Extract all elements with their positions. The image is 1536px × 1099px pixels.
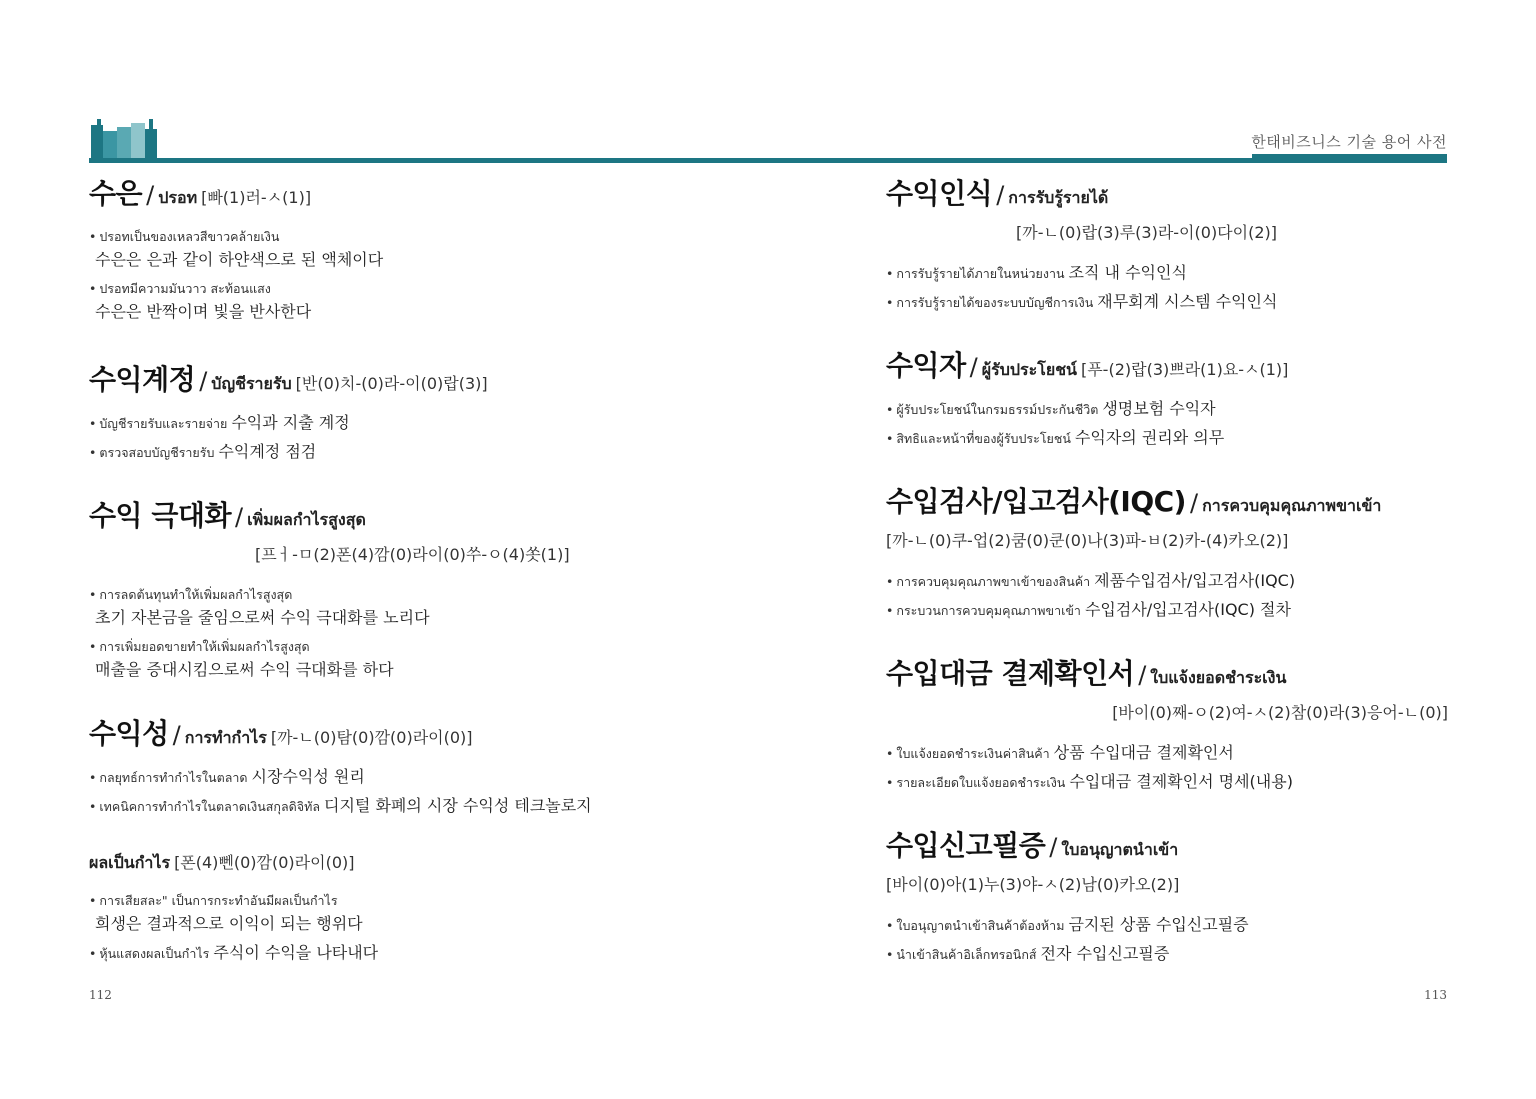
example-thai: การรับรู้รายได้ภายในหน่วยงาน	[896, 266, 1065, 281]
entry-thai: บัญชีรายรับ	[211, 374, 292, 393]
entry-keyword: 수익인식	[886, 177, 993, 210]
example-line: • การควบคุมคุณภาพขาเข้าของสินค้า 제품수입검사/입고검사(IQC)	[886, 571, 1296, 590]
book-logo-bars-icon	[89, 117, 159, 163]
entry-keyword: 수익계정	[89, 363, 196, 396]
example-line: • สิทธิและหน้าที่ของผู้รับประโยชน์ 수익자의 권리와 의무	[886, 428, 1225, 447]
sub-entry-head	[89, 848, 689, 878]
example-thai: บัญชีรายรับและรายจ่าย	[99, 416, 228, 431]
example-line: • เทคนิคการทำกำไรในตลาดเงินสกุลดิจิทัล 디지털 화폐의 시장 수익성 테크놀로지	[89, 796, 592, 815]
example-line: • กระบวนการควบคุมคุณภาพขาเข้า 수입검사/입고검사(IQC) 절차	[886, 600, 1291, 619]
example-line: • นำเข้าสินค้าอิเล็กทรอนิกส์ 전자 수입신고필증	[886, 944, 1170, 963]
example-thai: ผู้รับประโยชน์ในกรมธรรม์ประกันชีวิต	[896, 402, 1099, 417]
book-title: 한태비즈니스 기술 용어 사전	[1251, 133, 1447, 151]
entry-suip-daegeum: 수입대금 결제확인서 / ใบแจ้งยอดชำระเงิน [바이(0)째-ㅇ(2)여-ㅅ(2)참(0)라(3)응어-ㄴ(0)] • ใบแจ้งยอดชำระเงินค่าสินค้า 상품 수입대금 결제확인서 • รายละเอียดใบแจ้งยอดชำระเงิน 수입대금 결제확인서 명세(내용)	[886, 652, 1448, 794]
example-korean: 희생은 결과적으로 이익이 되는 행위다	[95, 914, 363, 933]
example-thai: หุ้นแสดงผลเป็นกำไร	[99, 946, 210, 961]
example-korean: 수익계정 점검	[218, 442, 317, 461]
example-thai: • ปรอทเป็นของเหลวสีขาวคล้ายเงิน	[89, 229, 280, 244]
page-number-left: 112	[89, 988, 112, 1002]
example-thai: นำเข้าสินค้าอิเล็กทรอนิกส์	[896, 947, 1037, 962]
entry-pronunciation: [빠(1)러-ㅅ(1)]	[201, 188, 312, 207]
example-thai: ใบแจ้งยอดชำระเงินค่าสินค้า	[896, 746, 1050, 761]
example-thai: เทคนิคการทำกำไรในตลาดเงินสกุลดิจิทัล	[99, 799, 320, 814]
entry-thai: การรับรู้รายได้	[1008, 188, 1109, 207]
entry-thai: ปรอท	[158, 188, 198, 207]
example-korean: 수은은 반짝이며 빛을 반사한다	[95, 302, 312, 321]
entry-suik-gyejeong: 수익계정 / บัญชีรายรับ [반(0)치-(0)라-이(0)랍(3)] • บัญชีรายรับและรายจ่าย 수익과 지출 계정 • ตรวจสอบบัญชีรายรับ 수익계정 점검	[89, 358, 689, 464]
example-thai: การควบคุมคุณภาพขาเข้าของสินค้า	[896, 574, 1091, 589]
entry-thai: ผู้รับประโยชน์	[981, 360, 1077, 379]
entry-thai: ใบอนุญาตนำเข้า	[1061, 840, 1179, 859]
page-number-right: 113	[1424, 988, 1447, 1002]
example-thai: กลยุทธ์การทำกำไรในตลาด	[99, 770, 248, 785]
entry-suikseong: 수익성 / การทำกำไร [까-ㄴ(0)탐(0)깜(0)라이(0)] • กลยุทธ์การทำกำไรในตลาด 시장수익성 원리 • เทคนิคการทำกำไรในตลาดเงินสกุลดิจิทัล 디지털 화폐의 시장 수익성 테크놀로지 ผลเป็นกำไร [폰(4)뻰(0)깜(0)라이(0)] • การเสียสละ" เป็นการกระทำอันมีผลเป็นกำไร 희생은 결과적으로 이익이 되는 행위다 • หุ้นแสดงผลเป็นกำไร 주식이 수익을 나타내다	[89, 712, 689, 965]
example-line: • รายละเอียดใบแจ้งยอดชำระเงิน 수입대금 결제확인서 명세(내용)	[886, 772, 1293, 791]
entry-suip-singo: 수입신고필증 / ใบอนุญาตนำเข้า [바이(0)아(1)누(3)야-ㅅ(2)남(0)카오(2)] • ใบอนุญาตนำเข้าสินค้าต้องห้าม 금지된 상품 수입신고필증 • นำเข้าสินค้าอิเล็กทรอนิกส์ 전자 수입신고필증	[886, 824, 1448, 966]
entry-thai: เพิ่มผลกำไรสูงสุด	[247, 510, 366, 529]
example-korean: 조직 내 수익인식	[1068, 263, 1187, 282]
entry-pronunciation: [반(0)치-(0)라-이(0)랍(3)]	[295, 374, 488, 393]
sub-entry-pronunciation: [폰(4)뻰(0)깜(0)라이(0)]	[174, 853, 355, 872]
example-korean: 상품 수입대금 결제확인서	[1053, 743, 1234, 762]
example-thai: การรับรู้รายได้ของระบบบัญชีการเงิน	[896, 295, 1094, 310]
entry-suik-geukdaehwa: 수익 극대화 / เพิ่มผลกำไรสูงสุด [프ㅓ-ㅁ(2)폰(4)깜(0)라이(0)쑤-ㅇ(4)쏫(1)] • การลดต้นทุนทำให้เพิ่มผลกำไรสูงสุด 초기 자본금을 줄임으로써 수익 극대화를 노리다 • การเพิ่มยอดขายทำให้เพิ่มผลกำไรสูงสุด 매출을 증대시킴으로써 수익 극대화를 하다	[89, 494, 689, 682]
example-korean: 초기 자본금을 줄임으로써 수익 극대화를 노리다	[95, 608, 430, 627]
example-korean: 시장수익성 원리	[251, 767, 365, 786]
entry-pronunciation: [프ㅓ-ㅁ(2)폰(4)깜(0)라이(0)쑤-ㅇ(4)쏫(1)]	[255, 545, 570, 564]
example-line: • หุ้นแสดงผลเป็นกำไร 주식이 수익을 나타내다	[89, 943, 379, 962]
example-line: • กลยุทธ์การทำกำไรในตลาด 시장수익성 원리	[89, 767, 365, 786]
entry-sueun: 수은 / ปรอท [빠(1)러-ㅅ(1)] • ปรอทเป็นของเหลวสีขาวคล้ายเงิน 수은은 은과 같이 하얀색으로 된 액체이다 • ปรอทมีความมันวาว สะท้อนแสง 수은은 반짝이며 빛을 반사한다	[89, 172, 689, 324]
entry-keyword: 수입검사/입고검사(IQC)	[886, 485, 1186, 518]
entry-keyword: 수은	[89, 177, 143, 210]
example-korean: 전자 수입신고필증	[1040, 944, 1170, 963]
entry-pronunciation: [바이(0)째-ㅇ(2)여-ㅅ(2)참(0)라(3)응어-ㄴ(0)]	[1112, 703, 1448, 722]
entry-pronunciation: [까-ㄴ(0)랍(3)루(3)라-이(0)다이(2)]	[1016, 223, 1277, 242]
header-rule	[89, 158, 1447, 163]
entry-suik-insik: 수익인식 / การรับรู้รายได้ [까-ㄴ(0)랍(3)루(3)라-이(0)다이(2)] • การรับรู้รายได้ภายในหน่วยงาน 조직 내 수익인식 • การรับรู้รายได้ของระบบบัญชีการเงิน 재무회계 시스템 수익인식	[886, 172, 1448, 314]
entry-thai: การทำกำไร	[184, 728, 267, 747]
entry-suip-geomsa: 수입검사/입고검사(IQC) / การควบคุมคุณภาพขาเข้า [까-ㄴ(0)쿠-업(2)쿰(0)쿤(0)나(3)파-ㅂ(2)카-(4)카오(2)] • การควบคุมคุณภาพขาเข้าของสินค้า 제품수입검사/입고검사(IQC) • กระบวนการควบคุมคุณภาพขาเข้า 수입검사/입고검사(IQC) 절차	[886, 480, 1448, 622]
sub-entry-thai: ผลเป็นกำไร	[89, 853, 171, 872]
example-thai: สิทธิและหน้าที่ของผู้รับประโยชน์	[896, 431, 1071, 446]
entry-keyword: 수입대금 결제확인서	[886, 657, 1135, 690]
entry-keyword: 수익자	[886, 349, 966, 382]
example-korean: 주식이 수익을 나타내다	[213, 943, 379, 962]
example-thai: • การเสียสละ" เป็นการกระทำอันมีผลเป็นกำไร	[89, 893, 338, 908]
example-korean: 수은은 은과 같이 하얀색으로 된 액체이다	[95, 250, 384, 269]
example-korean: 금지된 상품 수입신고필증	[1068, 915, 1249, 934]
example-korean: 디지털 화폐의 시장 수익성 테크놀로지	[324, 796, 592, 815]
example-line: • ตรวจสอบบัญชีรายรับ 수익계정 점검	[89, 442, 317, 461]
entry-pronunciation: [푸-(2)랍(3)쁘라(1)요-ㅅ(1)]	[1080, 360, 1289, 379]
example-thai: • การเพิ่มยอดขายทำให้เพิ่มผลกำไรสูงสุด	[89, 639, 310, 654]
entry-thai: ใบแจ้งยอดชำระเงิน	[1150, 668, 1287, 687]
example-korean: 재무회계 시스템 수익인식	[1097, 292, 1278, 311]
example-line: • ใบแจ้งยอดชำระเงินค่าสินค้า 상품 수입대금 결제확인서	[886, 743, 1234, 762]
entry-pronunciation: [바이(0)아(1)누(3)야-ㅅ(2)남(0)카오(2)]	[886, 875, 1180, 894]
example-korean: 수입검사/입고검사(IQC) 절차	[1084, 600, 1291, 619]
example-line: • การรับรู้รายได้ของระบบบัญชีการเงิน 재무회계 시스템 수익인식	[886, 292, 1278, 311]
example-korean: 제품수입검사/입고검사(IQC)	[1094, 571, 1296, 590]
example-korean: 수익자의 권리와 의무	[1074, 428, 1225, 447]
example-korean: 수입대금 결제확인서 명세(내용)	[1069, 772, 1293, 791]
entry-keyword: 수입신고필증	[886, 829, 1046, 862]
example-thai: ตรวจสอบบัญชีรายรับ	[99, 445, 215, 460]
example-line: • บัญชีรายรับและรายจ่าย 수익과 지출 계정	[89, 413, 350, 432]
example-thai: • การลดต้นทุนทำให้เพิ่มผลกำไรสูงสุด	[89, 587, 293, 602]
example-korean: 생명보험 수익자	[1102, 399, 1216, 418]
example-line: • ใบอนุญาตนำเข้าสินค้าต้องห้าม 금지된 상품 수입신고필증	[886, 915, 1249, 934]
example-thai: กระบวนการควบคุมคุณภาพขาเข้า	[896, 603, 1081, 618]
entry-suikja: 수익자 / ผู้รับประโยชน์ [푸-(2)랍(3)쁘라(1)요-ㅅ(1)] • ผู้รับประโยชน์ในกรมธรรม์ประกันชีวิต 생명보험 수익자 • สิทธิและหน้าที่ของผู้รับประโยชน์ 수익자의 권리와 의무	[886, 344, 1448, 450]
entry-pronunciation: [까-ㄴ(0)탐(0)깜(0)라이(0)]	[270, 728, 473, 747]
example-thai: รายละเอียดใบแจ้งยอดชำระเงิน	[896, 775, 1066, 790]
example-korean: 매출을 증대시킴으로써 수익 극대화를 하다	[95, 660, 394, 679]
entry-thai: การควบคุมคุณภาพขาเข้า	[1202, 496, 1382, 515]
left-page-column	[89, 172, 689, 987]
example-thai: • ปรอทมีความมันวาว สะท้อนแสง	[89, 281, 271, 296]
entry-pronunciation: [까-ㄴ(0)쿠-업(2)쿰(0)쿤(0)나(3)파-ㅂ(2)카-(4)카오(2)]	[886, 531, 1289, 550]
right-page-column	[886, 172, 1448, 988]
entry-keyword: 수익성	[89, 717, 169, 750]
example-thai: ใบอนุญาตนำเข้าสินค้าต้องห้าม	[896, 918, 1065, 933]
example-line: • การรับรู้รายได้ภายในหน่วยงาน 조직 내 수익인식	[886, 263, 1187, 282]
example-korean: 수익과 지출 계정	[231, 413, 350, 432]
entry-keyword: 수익 극대화	[89, 499, 231, 532]
example-line: • ผู้รับประโยชน์ในกรมธรรม์ประกันชีวิต 생명보험 수익자	[886, 399, 1216, 418]
header-rule-tab	[1252, 154, 1447, 163]
